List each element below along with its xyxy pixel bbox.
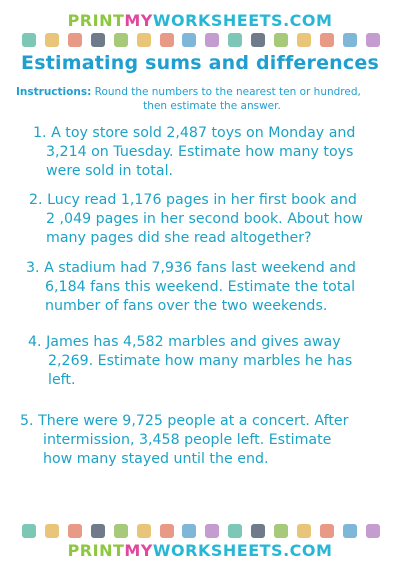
decorative-square	[137, 524, 151, 538]
question-line: many pages did she read altogether?	[46, 230, 312, 246]
decorative-square	[22, 33, 36, 47]
decorative-square	[68, 33, 82, 47]
question-5	[20, 412, 348, 469]
question-1	[33, 124, 355, 181]
question-number: 2.	[29, 192, 43, 208]
question-line: 5. There were 9,725 people at a concert. After	[20, 413, 349, 429]
question-line: 6,184 fans this weekend. Estimate the total	[45, 279, 356, 295]
question-line: left.	[48, 372, 76, 388]
decorative-square	[91, 524, 105, 538]
page-title: Estimating sums and differences	[21, 52, 379, 74]
decorative-square	[182, 524, 196, 538]
decorative-square	[343, 524, 357, 538]
question-line: 2 ,049 pages in her second book. About how	[46, 211, 363, 227]
decorative-square	[320, 33, 334, 47]
decorative-square	[114, 33, 128, 47]
question-number: 3.	[26, 260, 40, 276]
decorative-square	[114, 524, 128, 538]
question-line: 4. James has 4,582 marbles and gives away	[28, 334, 341, 350]
question-number: 4.	[28, 334, 42, 350]
decorative-square	[251, 33, 265, 47]
instructions-line-2: then estimate the answer.	[143, 100, 281, 112]
question-number: 1.	[33, 125, 47, 141]
decorative-square	[274, 33, 288, 47]
question-line: 2. Lucy read 1,176 pages in her first book and	[29, 192, 357, 208]
question-2	[29, 191, 363, 248]
decorative-square	[320, 524, 334, 538]
question-line: number of fans over the two weekends.	[45, 298, 328, 314]
question-line: 1. A toy store sold 2,487 toys on Monday and	[33, 125, 356, 141]
decorative-square	[160, 33, 174, 47]
decorative-square	[297, 524, 311, 538]
instructions-line-1: Round the numbers to the nearest ten or hundred,	[94, 86, 361, 98]
decorative-square	[205, 524, 219, 538]
decorative-square	[68, 524, 82, 538]
question-4	[28, 333, 352, 390]
decorative-squares-top	[22, 33, 380, 47]
question-line: intermission, 3,458 people left. Estimate	[43, 432, 332, 448]
question-line: 3,214 on Tuesday. Estimate how many toys	[46, 144, 354, 160]
decorative-square	[91, 33, 105, 47]
brand-part-worksheets: WORKSHEETS.COM	[152, 11, 333, 30]
decorative-square	[22, 524, 36, 538]
decorative-square	[366, 524, 380, 538]
decorative-square	[228, 524, 242, 538]
brand-part-my: MY	[124, 11, 153, 30]
brand-logo-top	[0, 12, 400, 30]
question-line: were sold in total.	[46, 163, 174, 179]
decorative-square	[182, 33, 196, 47]
decorative-square	[343, 33, 357, 47]
instructions-label: Instructions:	[16, 86, 92, 98]
question-line: how many stayed until the end.	[43, 451, 269, 467]
brand-logo-bottom	[0, 542, 400, 560]
brand-part-worksheets: WORKSHEETS.COM	[152, 541, 333, 560]
decorative-square	[366, 33, 380, 47]
decorative-square	[274, 524, 288, 538]
decorative-square	[297, 33, 311, 47]
brand-part-print: PRINT	[67, 541, 125, 560]
decorative-square	[160, 524, 174, 538]
instructions	[16, 85, 388, 113]
brand-part-my: MY	[124, 541, 153, 560]
question-line: 3. A stadium had 7,936 fans last weekend and	[26, 260, 356, 276]
decorative-square	[45, 524, 59, 538]
decorative-squares-bottom	[22, 524, 380, 538]
decorative-square	[228, 33, 242, 47]
decorative-square	[45, 33, 59, 47]
question-3	[26, 259, 356, 316]
question-line: 2,269. Estimate how many marbles he has	[48, 353, 353, 369]
decorative-square	[251, 524, 265, 538]
question-number: 5.	[20, 413, 34, 429]
decorative-square	[205, 33, 219, 47]
brand-part-print: PRINT	[67, 11, 125, 30]
decorative-square	[137, 33, 151, 47]
